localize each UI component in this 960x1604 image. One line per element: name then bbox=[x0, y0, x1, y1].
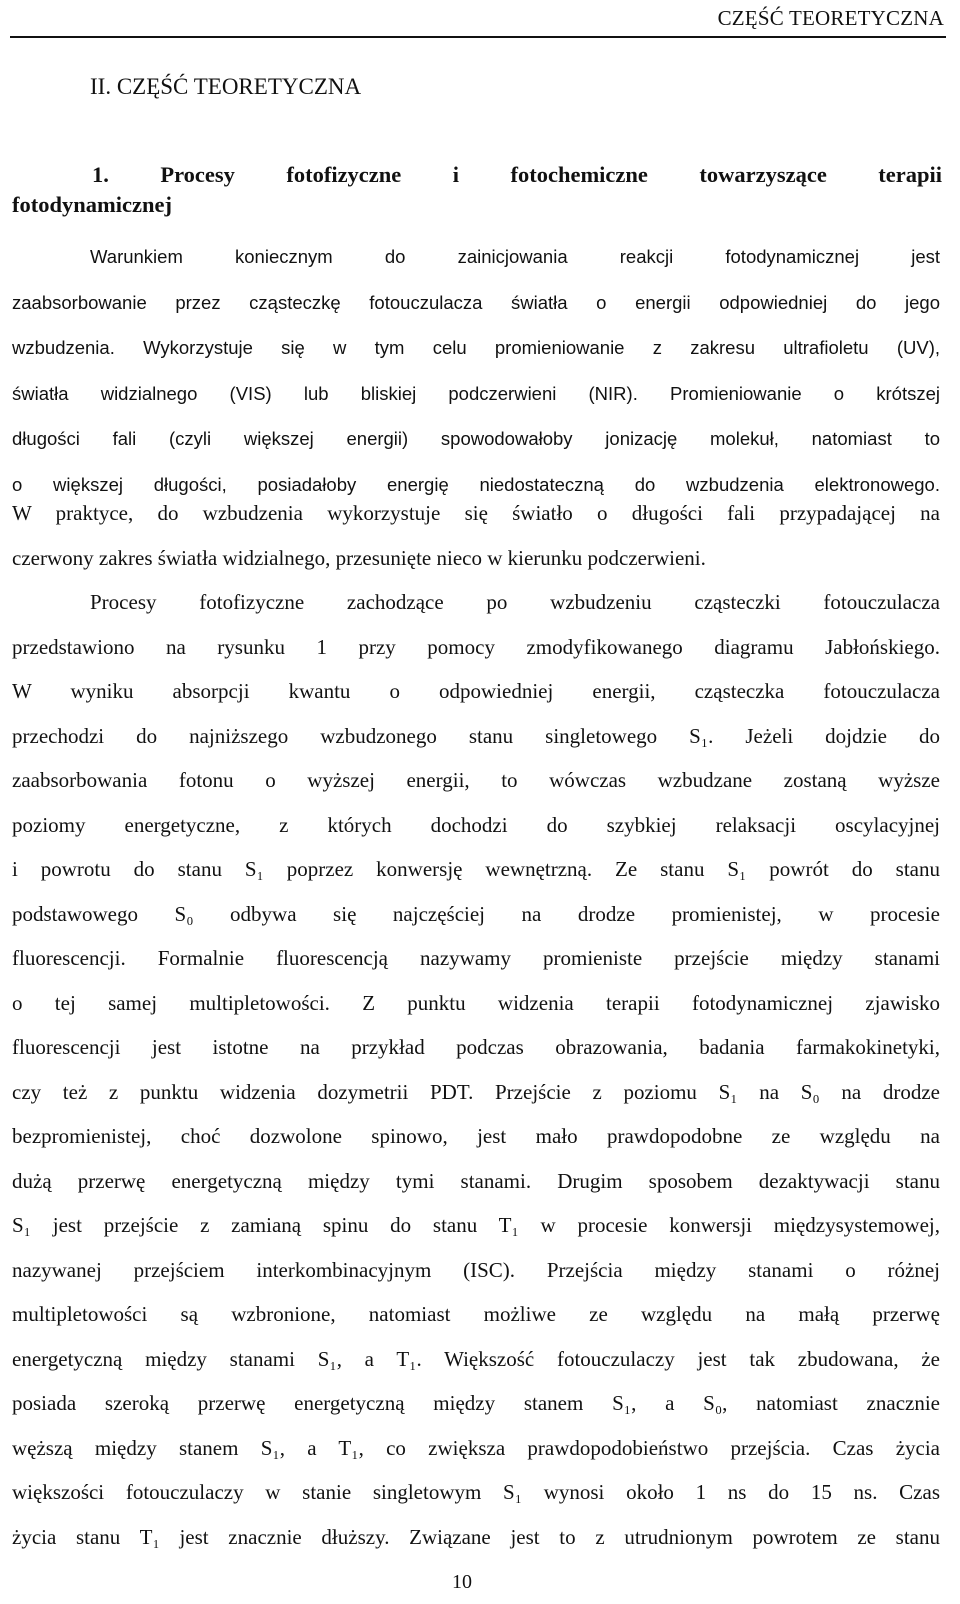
text-line: życia stanu T₁ jest znacznie dłuższy. Związane jest to z utrudnionym powrotem ze stanu bbox=[12, 1524, 940, 1549]
text-line: światła widzialnego (VIS) lub bliskiej podczerwieni (NIR). Promieniowanie o krótszej bbox=[12, 382, 940, 404]
text-line: dużą przerwę energetyczną między tymi stanami. Drugim sposobem dezaktywacji stanu bbox=[12, 1168, 940, 1193]
running-title: CZĘŚĆ TEORETYCZNA bbox=[717, 6, 944, 30]
text-line: W wyniku absorpcji kwantu o odpowiedniej energii, cząsteczka fotouczulacza bbox=[12, 679, 940, 703]
section-word: towarzyszące bbox=[699, 162, 827, 187]
chapter-title: II. CZĘŚĆ TEORETYCZNA bbox=[90, 74, 362, 99]
text-line: przechodzi do najniższego wzbudzonego stanu singletowego S₁. Jeżeli dojdzie do bbox=[12, 723, 940, 748]
section-heading-line-1 bbox=[12, 160, 942, 190]
text-line: multipletowości są wzbronione, natomiast możliwe ze względu na małą przerwę bbox=[12, 1302, 940, 1326]
text-line: W praktyce, do wzbudzenia wykorzystuje się światło o długości fali przypadającej na bbox=[12, 501, 940, 525]
text-line: czy też z punktu widzenia dozymetrii PDT. Przejście z poziomu S₁ na S₀ na drodze bbox=[12, 1079, 940, 1104]
section-word: fotofizyczne bbox=[286, 162, 402, 187]
text-line: i powrotu do stanu S₁ poprzez konwersję wewnętrzną. Ze stanu S₁ powrót do stanu bbox=[12, 857, 940, 881]
text-line: zaabsorbowania fotonu o wyższej energii, to wówczas wzbudzane zostaną wyższe bbox=[12, 768, 940, 792]
page-number: 10 bbox=[452, 1571, 472, 1593]
text-line: poziomy energetyczne, z których dochodzi do szybkiej relaksacji oscylacyjnej bbox=[12, 812, 940, 837]
text-line: bezpromienistej, choć dozwolone spinowo, jest mało prawdopodobne ze względu na bbox=[12, 1124, 940, 1148]
text-line: przedstawiono na rysunku 1 przy pomocy zmodyfikowanego diagramu Jabłońskiego. bbox=[12, 634, 940, 659]
text-line: podstawowego S₀ odbywa się najczęściej na drodze promienistej, w procesie bbox=[12, 901, 940, 926]
text-line: większości fotouczulaczy w stanie singletowym S₁ wynosi około 1 ns do 15 ns. Czas bbox=[12, 1480, 940, 1504]
text-line: posiada szeroką przerwę energetyczną między stanem S₁, a S₀, natomiast znacznie bbox=[12, 1391, 940, 1415]
text-line: czerwony zakres światła widzialnego, przesunięte nieco w kierunku podczerwieni. bbox=[12, 545, 706, 570]
text-line: fluorescencji jest istotne na przykład podczas obrazowania, badania farmakokinetyki, bbox=[12, 1035, 940, 1059]
paragraph-1 bbox=[12, 244, 940, 517]
text-line: o większej długości, posiadałoby energię niedostateczną do wzbudzenia elektronowego. bbox=[12, 473, 940, 495]
paragraph-2 bbox=[12, 500, 940, 1568]
text-line: fluorescencji. Formalnie fluorescencją nazywamy promieniste przejście między stanami bbox=[12, 946, 940, 970]
section-heading-line-2: fotodynamicznej bbox=[12, 192, 172, 217]
section-word: i bbox=[452, 162, 460, 187]
section-word: fotochemiczne bbox=[510, 162, 648, 187]
text-line: Warunkiem koniecznym do zainicjowania reakcji fotodynamicznej jest bbox=[90, 246, 940, 267]
text-line: wzbudzenia. Wykorzystuje się w tym celu promieniowanie z zakresu ultrafioletu (UV), bbox=[12, 337, 940, 358]
text-line: energetyczną między stanami S₁, a T₁. Większość fotouczulaczy jest tak zbudowana, że bbox=[12, 1346, 940, 1371]
text-line: S₁ jest przejście z zamianą spinu do stanu T₁ w procesie konwersji międzysystemowej, bbox=[12, 1213, 940, 1237]
text-line: nazywanej przejściem interkombinacyjnym (ISC). Przejścia między stanami o różnej bbox=[12, 1257, 940, 1282]
text-line: o tej samej multipletowości. Z punktu widzenia terapii fotodynamicznej zjawisko bbox=[12, 990, 940, 1015]
section-word: terapii bbox=[878, 162, 942, 187]
text-line: zaabsorbowanie przez cząsteczkę fotouczulacza światła o energii odpowiedniej do jego bbox=[12, 291, 940, 313]
text-line: węższą między stanem S₁, a T₁, co zwiększa prawdopodobieństwo przejścia. Czas życia bbox=[12, 1435, 940, 1460]
text-line: Procesy fotofizyczne zachodzące po wzbudzeniu cząsteczki fotouczulacza bbox=[90, 590, 940, 614]
text-line: długości fali (czyli większej energii) spowodowałoby jonizację molekuł, natomiast to bbox=[12, 428, 940, 449]
section-number: 1. bbox=[92, 162, 109, 187]
section-heading bbox=[12, 160, 942, 220]
section-word: Procesy bbox=[160, 162, 235, 187]
header-rule bbox=[10, 36, 946, 38]
